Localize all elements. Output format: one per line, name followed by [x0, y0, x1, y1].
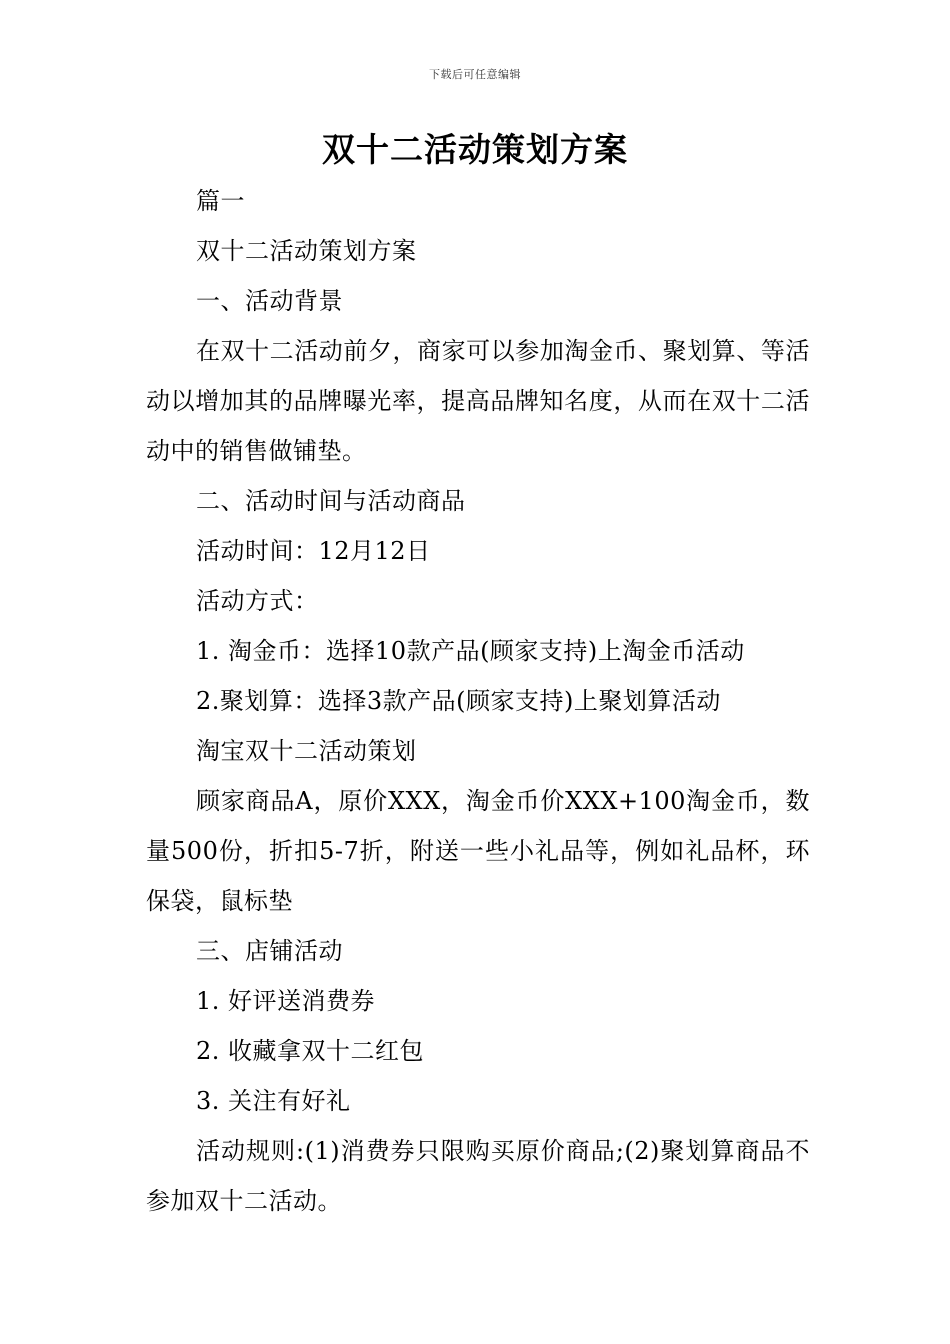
header-note: 下载后可任意编辑 — [429, 68, 521, 81]
heading-background: 一、活动背景 — [196, 287, 343, 315]
document-body — [146, 176, 810, 1226]
paragraph-rules: 活动规则:(1)消费券只限购买原价商品;(2)聚划算商品不参加双十二活动。 — [146, 1137, 810, 1215]
heading-store-activities: 三、店铺活动 — [196, 937, 343, 965]
paragraph-background: 在双十二活动前夕，商家可以参加淘金币、聚划算、等活动以增加其的品牌曝光率，提高品牌知名度，从而在双十二活动中的销售做铺垫。 — [146, 337, 810, 465]
list-item-review-coupon: 1. 好评送消费券 — [196, 987, 376, 1015]
paragraph-activity-time: 活动时间：12月12日 — [196, 537, 431, 565]
heading-time-products: 二、活动时间与活动商品 — [196, 487, 466, 515]
list-item-favorite-redpacket: 2. 收藏拿双十二红包 — [196, 1037, 425, 1065]
paragraph-section-label: 篇一 — [196, 187, 245, 215]
list-item-taojinbi: 1. 淘金币：选择10款产品(顾家支持)上淘金币活动 — [196, 637, 745, 665]
paragraph-activity-method: 活动方式： — [196, 587, 319, 615]
list-item-juhuasuan: 2.聚划算：选择3款产品(顾家支持)上聚划算活动 — [196, 687, 721, 715]
paragraph-product-a: 顾家商品A，原价XXX，淘金币价XXX+100淘金币，数量500份，折扣5-7折，附送一些小礼品等，例如礼品杯，环保袋，鼠标垫 — [146, 787, 810, 915]
list-item-follow-gift: 3. 关注有好礼 — [196, 1087, 351, 1115]
paragraph-subtitle: 双十二活动策划方案 — [196, 237, 417, 265]
document-title: 双十二活动策划方案 — [322, 130, 628, 169]
paragraph-taobao-plan: 淘宝双十二活动策划 — [196, 737, 417, 765]
